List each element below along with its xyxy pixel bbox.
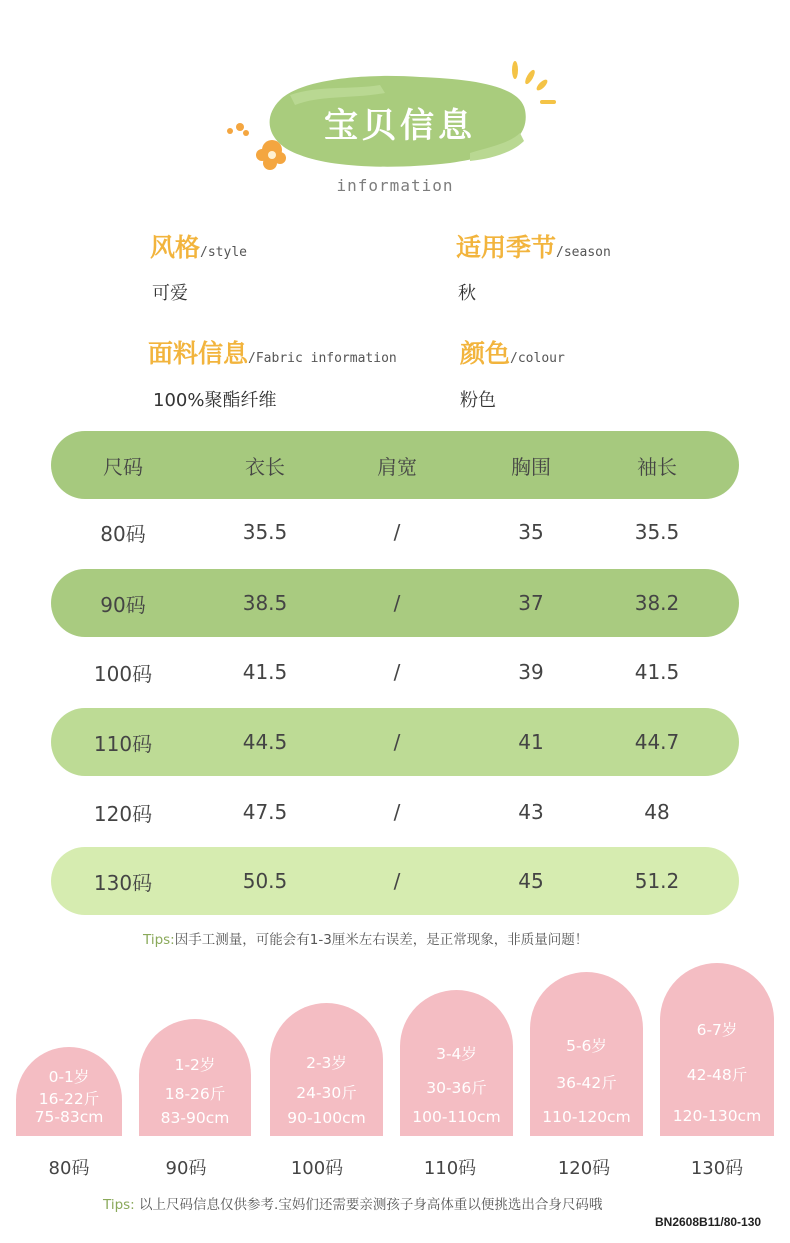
- season-value: 秋: [458, 283, 476, 304]
- size-label: 100码: [290, 1158, 344, 1179]
- colour-heading: [460, 334, 565, 370]
- cell-shoulder: /: [393, 800, 401, 824]
- cell-sleeve: 51.2: [634, 869, 680, 893]
- header-size: 尺码: [103, 454, 143, 479]
- cell-chest: 39: [518, 660, 544, 684]
- table-row: [51, 638, 739, 706]
- weight-text: 16-22斤: [38, 1090, 100, 1108]
- height-text: 120-130cm: [672, 1107, 762, 1125]
- table-row: [51, 778, 739, 846]
- header-length: 衣长: [245, 454, 285, 479]
- colour-sub-label: /colour: [510, 351, 565, 366]
- weight-text: 42-48斤: [686, 1066, 748, 1084]
- age-text: 2-3岁: [306, 1054, 347, 1072]
- height-text: 100-110cm: [412, 1108, 501, 1126]
- age-text: 6-7岁: [696, 1021, 738, 1039]
- size-label: 130码: [690, 1158, 744, 1179]
- cell-chest: 43: [518, 800, 544, 824]
- table-row: [51, 847, 739, 915]
- cell-shoulder: /: [393, 520, 401, 544]
- weight-text: 36-42斤: [556, 1074, 617, 1092]
- reference-tips: [103, 1193, 602, 1213]
- cell-size: 130码: [93, 870, 153, 895]
- height-text: 110-120cm: [542, 1108, 631, 1126]
- tips-text: 以上尺码信息仅供参考.宝妈们还需要亲测孩子身高体重以便挑选出合身尺码哦: [139, 1197, 603, 1213]
- cell-size: 120码: [93, 801, 153, 826]
- style-value: 可爱: [152, 283, 188, 304]
- season-heading: [456, 228, 611, 264]
- season-label: 适用季节: [456, 233, 557, 262]
- table-row: [51, 569, 739, 637]
- cell-chest: 37: [518, 591, 544, 615]
- table-row: [51, 498, 739, 566]
- cell-shoulder: /: [393, 591, 401, 615]
- cell-sleeve: 38.2: [634, 591, 680, 615]
- tips-text: 因手工测量，可能会有1-3厘米左右误差，是正常现象，非质量问题！: [174, 932, 589, 948]
- age-card: [530, 972, 643, 1136]
- cell-chest: 41: [518, 730, 544, 754]
- size-label: 90码: [165, 1158, 207, 1179]
- cell-size: 80码: [100, 521, 146, 546]
- header-chest: 胸围: [511, 454, 551, 479]
- cell-sleeve: 48: [644, 800, 670, 824]
- page-subtitle: information: [336, 176, 454, 195]
- tips-prefix: Tips:: [143, 932, 175, 948]
- table-header-row: [51, 431, 739, 499]
- age-text: 3-4岁: [436, 1045, 477, 1063]
- height-text: 75-83cm: [34, 1108, 104, 1126]
- page-title: 宝贝信息: [324, 106, 476, 146]
- cell-length: 50.5: [242, 869, 288, 893]
- cell-size: 90码: [100, 592, 146, 617]
- cell-chest: 35: [518, 520, 544, 544]
- cell-sleeve: 41.5: [634, 660, 680, 684]
- age-card: [270, 1003, 383, 1136]
- colour-label: 颜色: [460, 339, 511, 368]
- cell-sleeve: 35.5: [634, 520, 680, 544]
- season-sub-label: /season: [556, 245, 611, 260]
- cell-length: 38.5: [242, 591, 288, 615]
- fabric-value: 100%聚酯纤维: [153, 390, 277, 411]
- cell-chest: 45: [518, 869, 544, 893]
- weight-text: 18-26斤: [164, 1085, 226, 1103]
- tips-prefix: Tips:: [103, 1197, 135, 1213]
- fabric-label: 面料信息: [148, 339, 249, 368]
- cell-length: 44.5: [242, 730, 288, 754]
- size-label: 120码: [557, 1158, 611, 1179]
- cell-size: 110码: [93, 731, 153, 756]
- height-text: 83-90cm: [160, 1109, 230, 1127]
- header-shoulder: 肩宽: [377, 454, 417, 479]
- height-text: 90-100cm: [287, 1109, 366, 1127]
- cell-shoulder: /: [393, 730, 401, 754]
- fabric-sub-label: /Fabric information: [248, 351, 397, 366]
- style-sub-label: /style: [200, 245, 247, 260]
- cell-shoulder: /: [393, 869, 401, 893]
- style-label: 风格: [150, 233, 201, 262]
- age-card: [16, 1047, 122, 1136]
- style-heading: [150, 228, 247, 264]
- age-card: [400, 990, 513, 1136]
- age-text: 5-6岁: [566, 1037, 607, 1055]
- age-card: [139, 1019, 251, 1136]
- weight-text: 30-36斤: [426, 1079, 487, 1097]
- size-label: 80码: [48, 1158, 90, 1179]
- table-row: [51, 708, 739, 776]
- age-text: 0-1岁: [48, 1068, 90, 1086]
- cell-sleeve: 44.7: [634, 730, 680, 754]
- fabric-heading: [148, 334, 397, 370]
- header-sleeve: 袖长: [637, 454, 677, 479]
- cell-size: 100码: [93, 661, 153, 686]
- cell-length: 47.5: [242, 800, 288, 824]
- measurement-tips: [143, 928, 588, 948]
- cell-length: 41.5: [242, 660, 288, 684]
- size-label: 110码: [423, 1158, 477, 1179]
- cell-shoulder: /: [393, 660, 401, 684]
- age-card: [660, 963, 774, 1136]
- colour-value: 粉色: [460, 390, 496, 411]
- age-text: 1-2岁: [174, 1056, 216, 1074]
- product-code: BN2608B11/80-130: [655, 1215, 762, 1229]
- cell-length: 35.5: [242, 520, 288, 544]
- weight-text: 24-30斤: [296, 1084, 357, 1102]
